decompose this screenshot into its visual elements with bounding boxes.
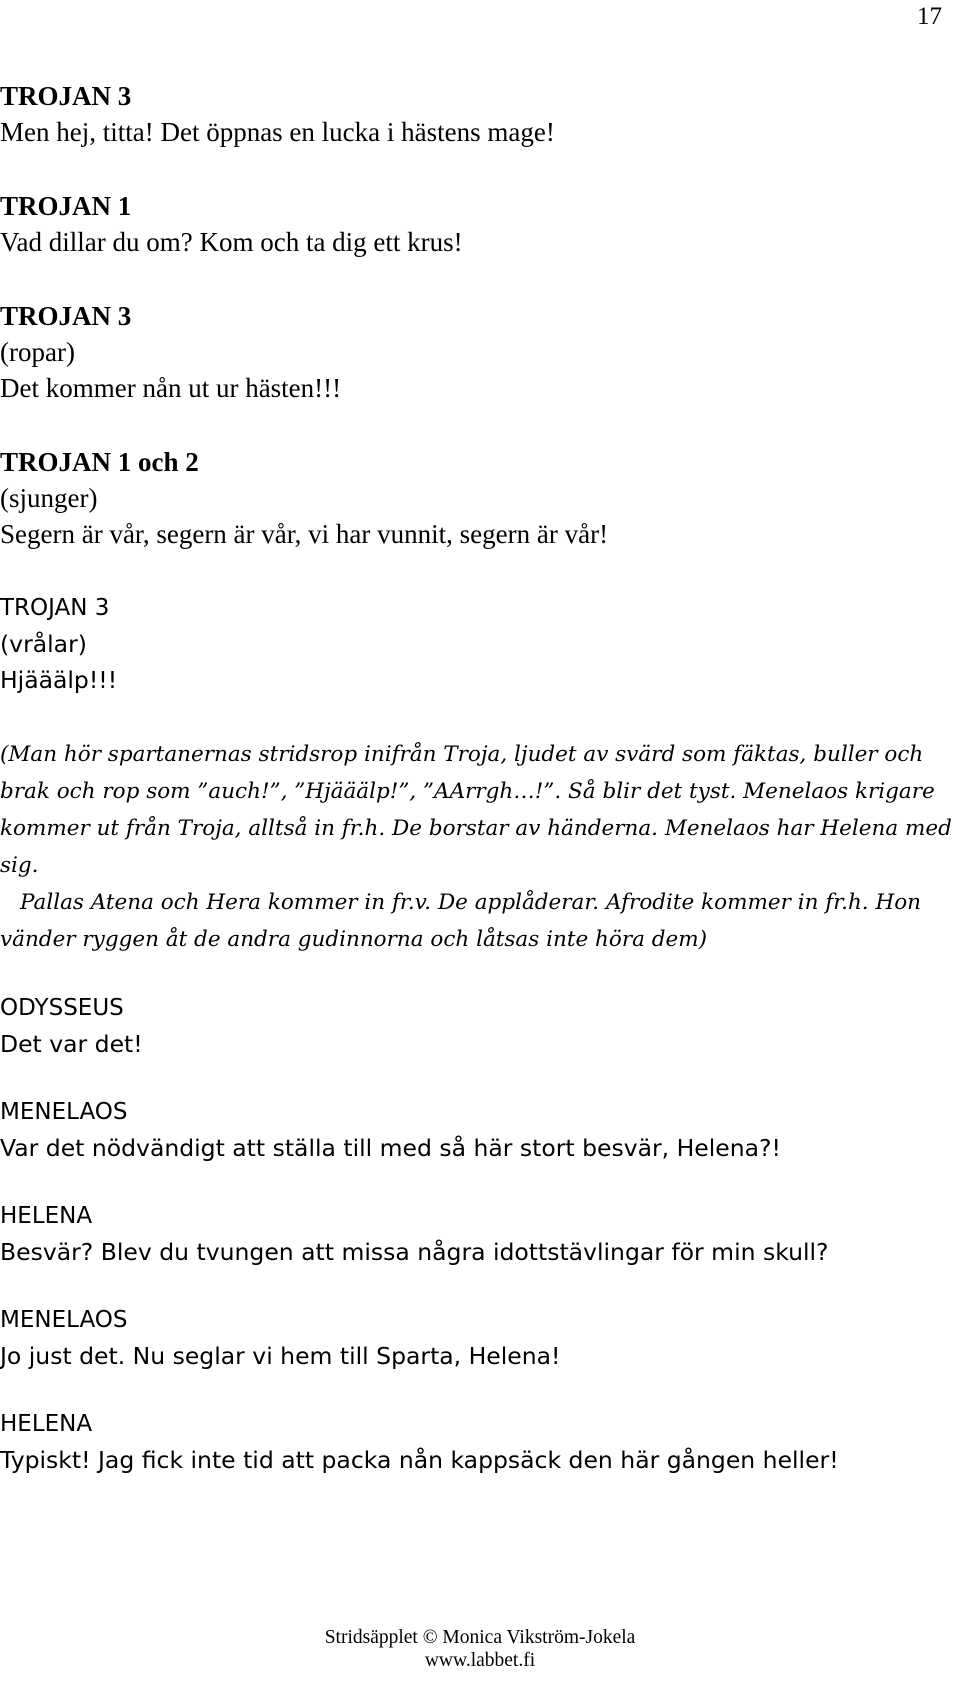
dialogue-block <box>0 1406 950 1478</box>
page-footer <box>0 1626 960 1672</box>
dialogue-line: Det kommer nån ut ur hästen!!! <box>0 373 342 403</box>
dialogue-block <box>0 78 950 150</box>
footer-credit: Stridsäpplet © Monica Vikström-Jokela <box>324 1627 636 1648</box>
speaker-name: TROJAN 1 och 2 <box>0 447 199 477</box>
footer-website: www.labbet.fi <box>424 1650 536 1671</box>
dialogue-line: Segern är vår, segern är vår, vi har vunnit, segern är vår! <box>0 519 609 549</box>
dialogue-block <box>0 1094 950 1166</box>
stage-direction-inline: (vrålar) <box>0 630 87 658</box>
dialogue-line: Hjääälp!!! <box>0 666 118 694</box>
page-number: 17 <box>917 3 942 30</box>
dialogue-line: Var det nödvändigt att ställa till med så här stort besvär, Helena?! <box>0 1134 781 1162</box>
dialogue-block <box>0 590 950 698</box>
stage-direction-line: (Man hör spartanernas stridsrop inifrån Troja, ljudet av svärd som fäktas, buller och <box>0 742 924 767</box>
dialogue-line: Det var det! <box>0 1030 143 1058</box>
dialogue-block <box>0 1302 950 1374</box>
dialogue-block <box>0 1198 950 1270</box>
dialogue-block <box>0 188 950 260</box>
speaker-name: HELENA <box>0 1411 93 1437</box>
stage-direction-line: Pallas Atena och Hera kommer in fr.v. De applåderar. Afrodite kommer in fr.h. Hon <box>20 890 922 915</box>
stage-direction-line: sig. <box>0 853 39 878</box>
speaker-name: MENELAOS <box>0 1099 128 1125</box>
speaker-name: HELENA <box>0 1203 93 1229</box>
stage-direction-line: kommer ut från Troja, alltså in fr.h. De borstar av händerna. Menelaos har Helena med <box>0 816 952 841</box>
stage-direction-line: vänder ryggen åt de andra gudinnorna och låtsas inte höra dem) <box>0 927 708 952</box>
dialogue-line: Men hej, titta! Det öppnas en lucka i hästens mage! <box>0 117 555 147</box>
dialogue-line: Besvär? Blev du tvungen att missa några idottstävlingar för min skull? <box>0 1238 829 1266</box>
speaker-name: ODYSSEUS <box>0 995 124 1021</box>
speaker-name: TROJAN 1 <box>0 191 132 221</box>
stage-direction-line: brak och rop som ”auch!”, ”Hjääälp!”, ”AArrgh…!”. Så blir det tyst. Menelaos krigare <box>0 779 935 804</box>
dialogue-line: Jo just det. Nu seglar vi hem till Sparta, Helena! <box>0 1342 561 1370</box>
speaker-name: MENELAOS <box>0 1307 128 1333</box>
dialogue-block <box>0 298 950 406</box>
speaker-name: TROJAN 3 <box>0 595 110 621</box>
stage-direction <box>0 736 950 958</box>
speaker-name: TROJAN 3 <box>0 301 132 331</box>
stage-direction-inline: (sjunger) <box>0 483 98 513</box>
dialogue-block <box>0 990 950 1062</box>
dialogue-block <box>0 444 950 552</box>
script-body <box>0 78 950 1478</box>
dialogue-line: Vad dillar du om? Kom och ta dig ett krus! <box>0 227 463 257</box>
stage-direction-inline: (ropar) <box>0 337 75 367</box>
dialogue-line: Typiskt! Jag fick inte tid att packa nån kappsäck den här gången heller! <box>0 1446 839 1474</box>
speaker-name: TROJAN 3 <box>0 81 132 111</box>
